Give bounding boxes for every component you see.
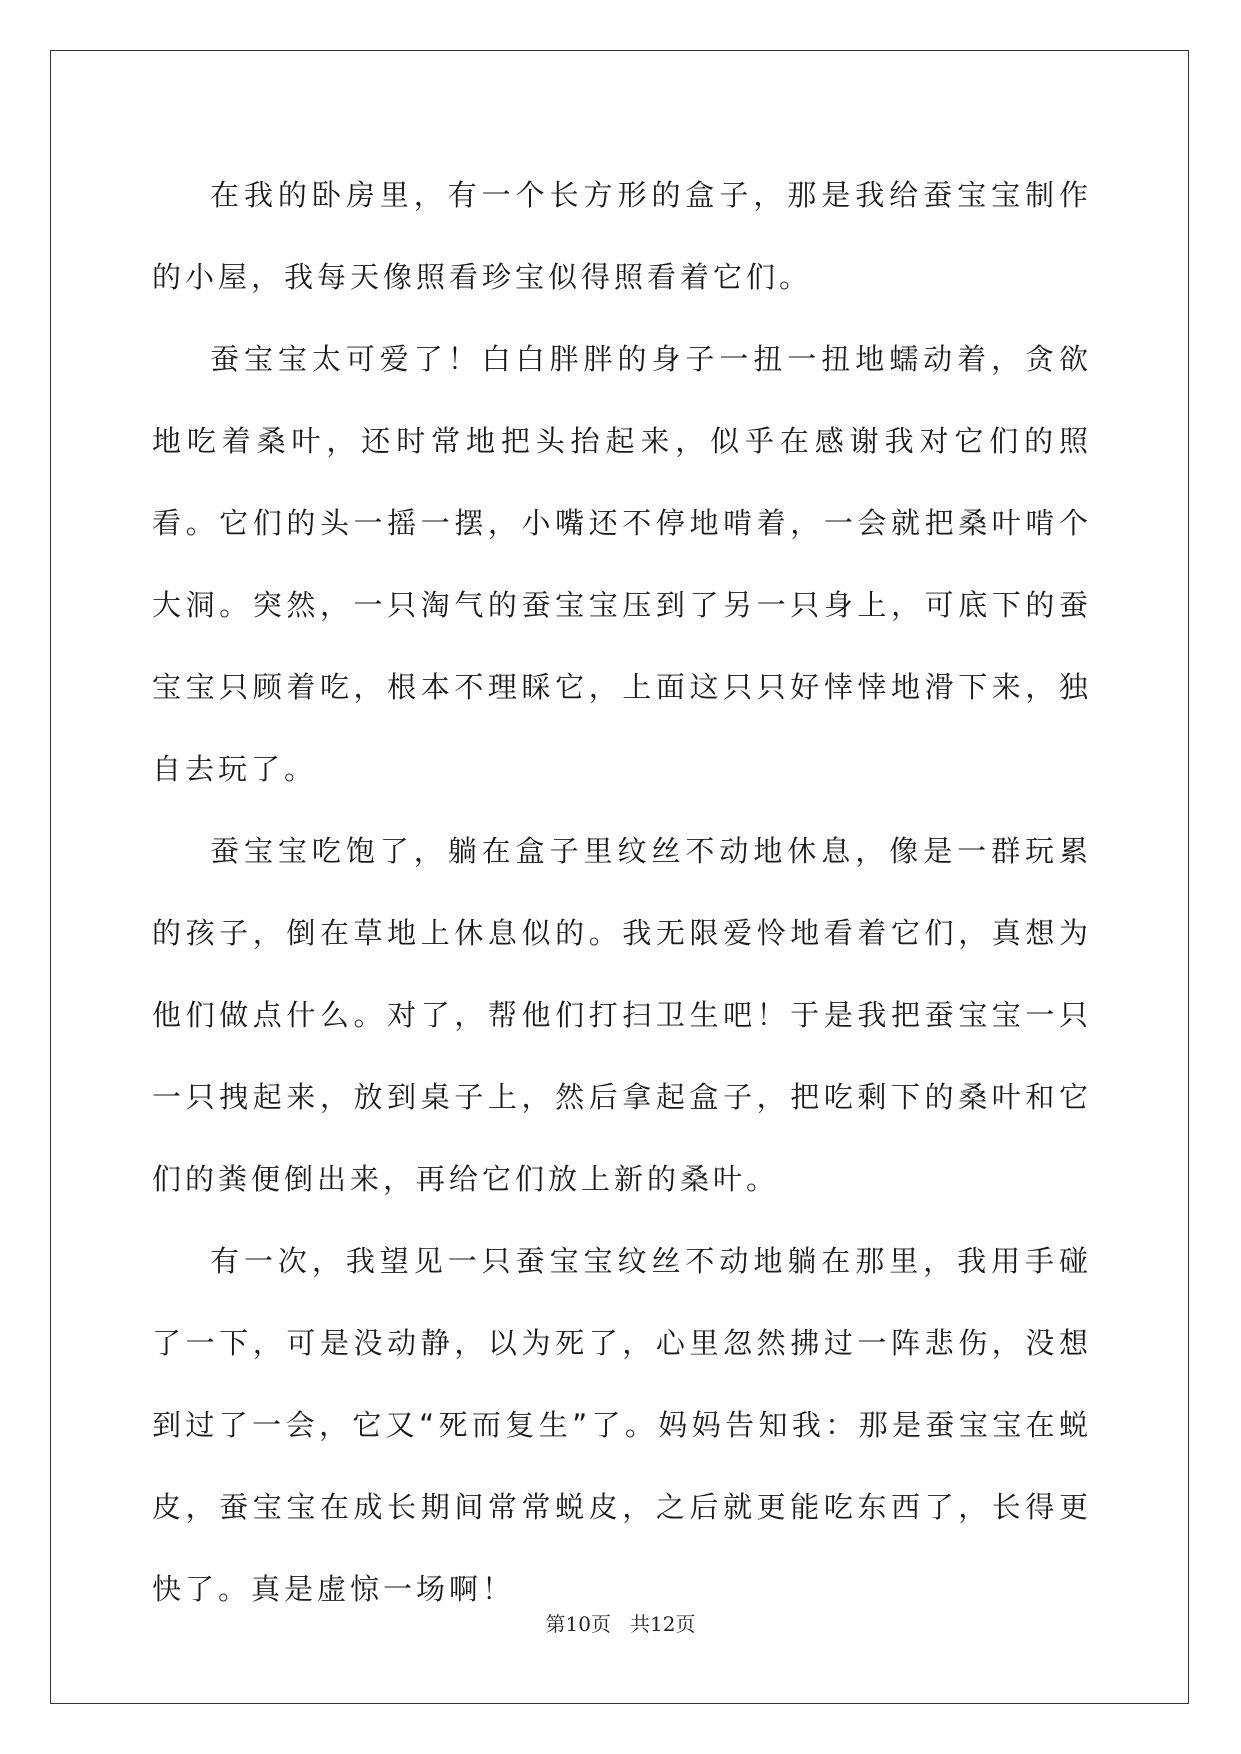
page-footer	[0, 1608, 1241, 1637]
document-body	[152, 154, 1092, 1630]
paragraph-1: 在我的卧房里，有一个长方形的盒子，那是我给蚕宝宝制作的小屋，我每天像照看珍宝似得照看着它们。	[152, 178, 1092, 294]
page-number: 第10页 共12页	[545, 1612, 696, 1636]
paragraph-2: 蚕宝宝太可爱了！白白胖胖的身子一扭一扭地蠕动着，贪欲地吃着桑叶，还时常地把头抬起来，似乎在感谢我对它们的照看。它们的头一摇一摆，小嘴还不停地啃着，一会就把桑叶啃个大洞。突然，一只淘气的蚕宝宝压到了另一只身上，可底下的蚕宝宝只顾着吃，根本不理睬它，上面这只只好悻悻地滑下来，独自去玩了。	[152, 342, 1092, 786]
paragraph-4: 有一次，我望见一只蚕宝宝纹丝不动地躺在那里，我用手碰了一下，可是没动静，以为死了，心里忽然拂过一阵悲伤，没想到过了一会，它又“死而复生”了。妈妈告知我：那是蚕宝宝在蜕皮，蚕宝宝在成长期间常常蜕皮，之后就更能吃东西了，长得更快了。真是虚惊一场啊！	[152, 1244, 1092, 1606]
paragraph-3: 蚕宝宝吃饱了，躺在盒子里纹丝不动地休息，像是一群玩累的孩子，倒在草地上休息似的。我无限爱怜地看着它们，真想为他们做点什么。对了，帮他们打扫卫生吧！于是我把蚕宝宝一只一只拽起来，放到桌子上，然后拿起盒子，把吃剩下的桑叶和它们的粪便倒出来，再给它们放上新的桑叶。	[152, 834, 1092, 1196]
